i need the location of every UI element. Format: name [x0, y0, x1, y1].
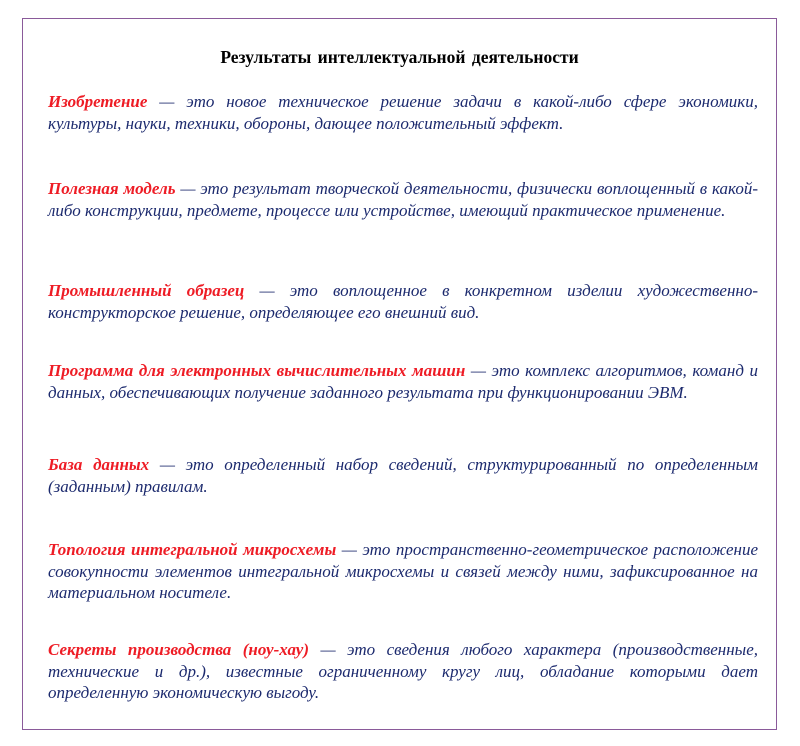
- document-title: Результаты интеллектуальной деятельности: [220, 47, 579, 67]
- document-frame: [22, 18, 777, 730]
- entry-definition: — это комплекс алгоритмов, команд и данных, обеспечивающих получение заданного результата при функционировании ЭВМ.: [48, 361, 758, 402]
- entry-definition: — это новое техническое решение задачи в какой-либо сфере экономики, культуры, науки, техники, обороны, дающее положительный эффект.: [48, 92, 758, 133]
- entry-computer-program: [48, 360, 758, 403]
- entry-industrial-design: [48, 280, 758, 323]
- entry-ic-topology: [48, 539, 758, 604]
- entry-term: Полезная модель: [48, 179, 176, 198]
- entry-term: Секреты производства (ноу-хау): [48, 640, 309, 659]
- entry-term: База данных: [48, 455, 150, 474]
- entry-definition: — это сведения любого характера (производственные, технические и др.), известные ограниченному кругу лиц, обладание которыми дает определенную экономическую выгоду.: [48, 640, 758, 702]
- entry-term: Промышленный образец: [48, 281, 245, 300]
- entry-utility-model: [48, 178, 758, 221]
- entry-term: Изобретение: [48, 92, 148, 111]
- entry-definition: — это воплощенное в конкретном изделии художественно-конструкторское решение, определяющее его внешний вид.: [48, 281, 758, 322]
- entry-term: Топология интегральной микросхемы: [48, 540, 337, 559]
- entry-invention: [48, 91, 758, 134]
- entry-term: Программа для электронных вычислительных машин: [48, 361, 466, 380]
- entry-definition: — это результат творческой деятельности, физически воплощенный в какой-либо конструкции, предмете, процессе или устройстве, имеющий практическое применение.: [48, 179, 758, 220]
- entry-know-how: [48, 639, 758, 704]
- entry-database: [48, 454, 758, 497]
- entry-definition: — это определенный набор сведений, структурированный по определенным (заданным) правилам.: [48, 455, 758, 496]
- entry-definition: — это пространственно-геометрическое расположение совокупности элементов интегральной микросхемы и связей между ними, зафиксированное на материальном носителе.: [48, 540, 758, 602]
